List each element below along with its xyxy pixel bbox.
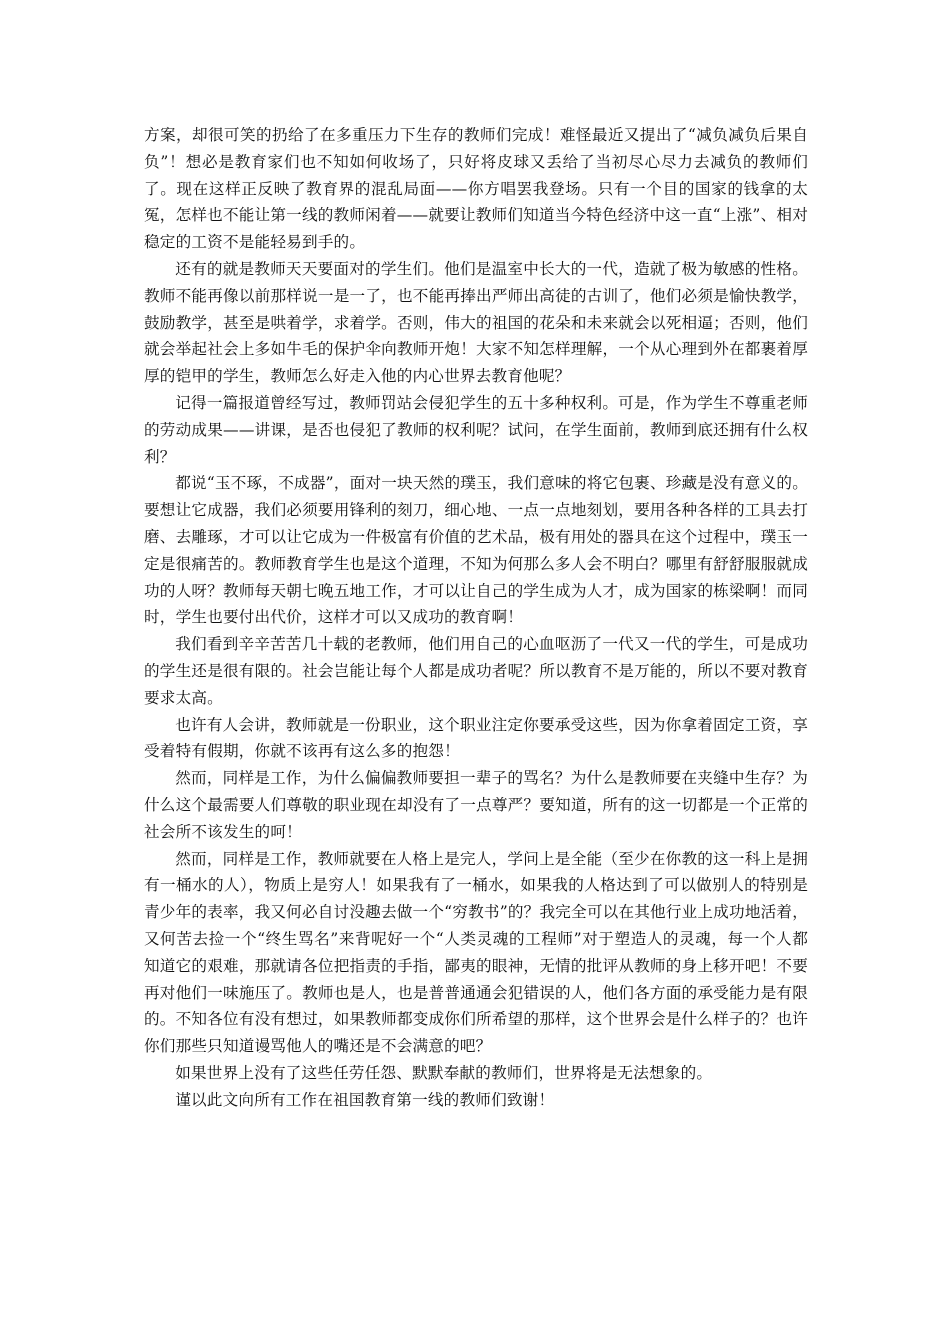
document-body: [144, 122, 808, 1113]
paragraph-old-teachers: 我们看到辛辛苦苦几十载的老教师，他们用自己的心血呕沥了一代又一代的学生，可是成功的学生还是很有限的。社会岂能让每个人都是成功者呢？所以教育不是万能的，所以不要对教育要求太高。: [144, 635, 808, 707]
paragraph-respect: 然而，同样是工作，为什么偏偏教师要担一辈子的骂名？为什么是教师要在夹缝中生存？为什么这个最需要人们尊敬的职业现在却没有了一点尊严？要知道，所有的这一切都是一个正常的社会所不该发生的呵！: [144, 769, 808, 841]
paragraph-profession: 也许有人会讲，教师就是一份职业，这个职业注定你要承受这些，因为你拿着固定工资，享受着特有假期，你就不该再有这么多的抱怨！: [144, 715, 808, 761]
paragraph-rights: 记得一篇报道曾经写过，教师罚站会侵犯学生的五十多种权利。可是，作为学生不尊重老师的劳动成果——讲课，是否也侵犯了教师的权利呢？试问，在学生面前，教师到底还拥有什么权利？: [144, 393, 808, 466]
paragraph-perfect-person: 然而，同样是工作，教师就要在人格上是完人，学问上是全能（至少在你教的这一科上是拥有一桶水的人），物质上是穷人！如果我有了一桶水，如果我的人格达到了可以做别人的特别是青少年的表率，我又何必自讨没趣去做一个“穷教书”的？我完全可以在其他行业上成功地活着，又何苦去捡一个“终生骂名”来背呢好一个“人类灵魂的工程师”对于塑造人的灵魂，每一个人都知道它的艰难，那就请各位把指责的手指，鄙夷的眼神，无情的批评从教师的身上移开吧！不要再对他们一味施压了。教师也是人，也是普普通通会犯错误的人，他们各方面的承受能力是有限的。不知各位有没有想过，如果教师都变成你们所希望的那样，这个世界会是什么样子的？也许你们那些只知道谩骂他人的嘴还是不会满意的吧？: [144, 849, 808, 1056]
paragraph-students: 还有的就是教师天天要面对的学生们。他们是温室中长大的一代，造就了极为敏感的性格。教师不能再像以前那样说一是一了，也不能再捧出严师出高徒的古训了，他们必须是愉快教学，鼓励教学，甚至是哄着学，求着学。否则，伟大的祖国的花朵和未来就会以死相逼；否则，他们就会举起社会上多如牛毛的保护伞向教师开炮！大家不知怎样理解，一个从心理到外在都裹着厚厚的铠甲的学生，教师怎么好走入他的内心世界去教育他呢？: [144, 259, 808, 386]
paragraph-jade: 都说“玉不琢，不成器”，面对一块天然的璞玉，我们意味的将它包裹、珍藏是没有意义的。要想让它成器，我们必须要用锋利的刻刀，细心地、一点一点地刻划，要用各种各样的工具去打磨、去雕琢，才可以让它成为一件极富有价值的艺术品，极有用处的器具在这个过程中，璞玉一定是很痛苦的。教师教育学生也是这个道理，不知为何那么多人会不明白？哪里有舒舒服服就成功的人呀？教师每天朝七晚五地工作，才可以让自己的学生成为人才，成为国家的栋梁啊！而同时，学生也要付出代价，这样才可以又成功的教育啊！: [144, 474, 808, 627]
paragraph-thanks: 谨以此文向所有工作在祖国教育第一线的教师们致谢！: [175, 1090, 555, 1109]
paragraph-continued: 方案，却很可笑的扔给了在多重压力下生存的教师们完成！难怪最近又提出了“减负减负后果自负”！想必是教育家们也不知如何收场了，只好将皮球又丢给了当初尽心尽力去减负的教师们了。现在这样正反映了教育界的混乱局面——你方唱罢我登场。只有一个目的国家的钱拿的太冤，怎样也不能让第一线的教师闲着——就要让教师们知道当今特色经济中这一直“上涨”、相对稳定的工资不是能轻易到手的。: [144, 126, 808, 252]
paragraph-world: 如果世界上没有了这些任劳任怨、默默奉献的教师们，世界将是无法想象的。: [175, 1063, 713, 1082]
